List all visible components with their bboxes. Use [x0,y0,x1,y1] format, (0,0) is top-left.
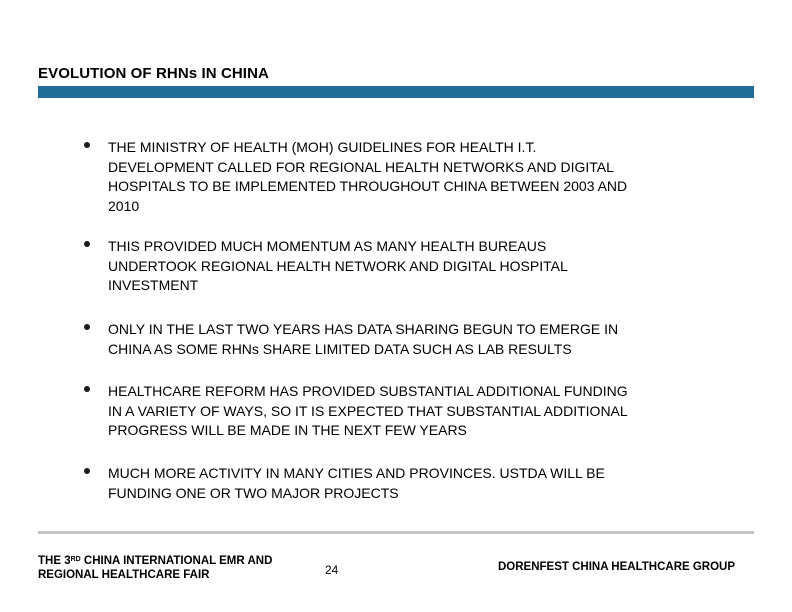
bullet-text: ONLY IN THE LAST TWO YEARS HAS DATA SHARING BEGUN TO EMERGE IN CHINA AS SOME RHNs SHARE LIMITED DATA SUCH AS LAB RESULTS [108,321,619,357]
bullet-text: THE MINISTRY OF HEALTH (MOH) GUIDELINES FOR HEALTH I.T. DEVELOPMENT CALLED FOR REGIONAL HEALTH NETWORKS AND DIGITAL HOSPITALS TO BE IMPLEMENTED THROUGHOUT CHINA BETWEEN 2003 AND 2010 [108,139,628,214]
title-accent-bar [38,86,754,98]
bullet-text: THIS PROVIDED MUCH MOMENTUM AS MANY HEALTH BUREAUS UNDERTOOK REGIONAL HEALTH NETWORK AND DIGITAL HOSPITAL INVESTMENT [108,238,568,293]
slide-title: EVOLUTION OF RHNs IN CHINA [38,65,269,82]
bullet-dot-icon [84,142,90,148]
page-number: 24 [325,563,339,577]
bullet-text: HEALTHCARE REFORM HAS PROVIDED SUBSTANTIAL ADDITIONAL FUNDING IN A VARIETY OF WAYS, SO IT IS EXPECTED THAT SUBSTANTIAL ADDITIONAL PROGRESS WILL BE MADE IN THE NEXT FEW YEARS [108,383,628,438]
footer-organization: DORENFEST CHINA HEALTHCARE GROUP [498,561,736,573]
bullet-dot-icon [84,324,90,330]
bullet-dot-icon [84,386,90,392]
footer-divider [38,531,754,534]
footer-event-prefix: THE 3 [38,555,71,567]
bullet-dot-icon [84,468,90,474]
footer-event-line1-rest: CHINA INTERNATIONAL EMR AND [80,555,273,567]
footer-event-line2: REGIONAL HEALTHCARE FAIR [38,569,210,581]
bullet-text: MUCH MORE ACTIVITY IN MANY CITIES AND PROVINCES. USTDA WILL BE FUNDING ONE OR TWO MAJOR PROJECTS [108,465,605,501]
footer-event-superscript: RD [70,556,81,563]
footer-event-name [38,554,272,582]
bullet-dot-icon [84,241,90,247]
